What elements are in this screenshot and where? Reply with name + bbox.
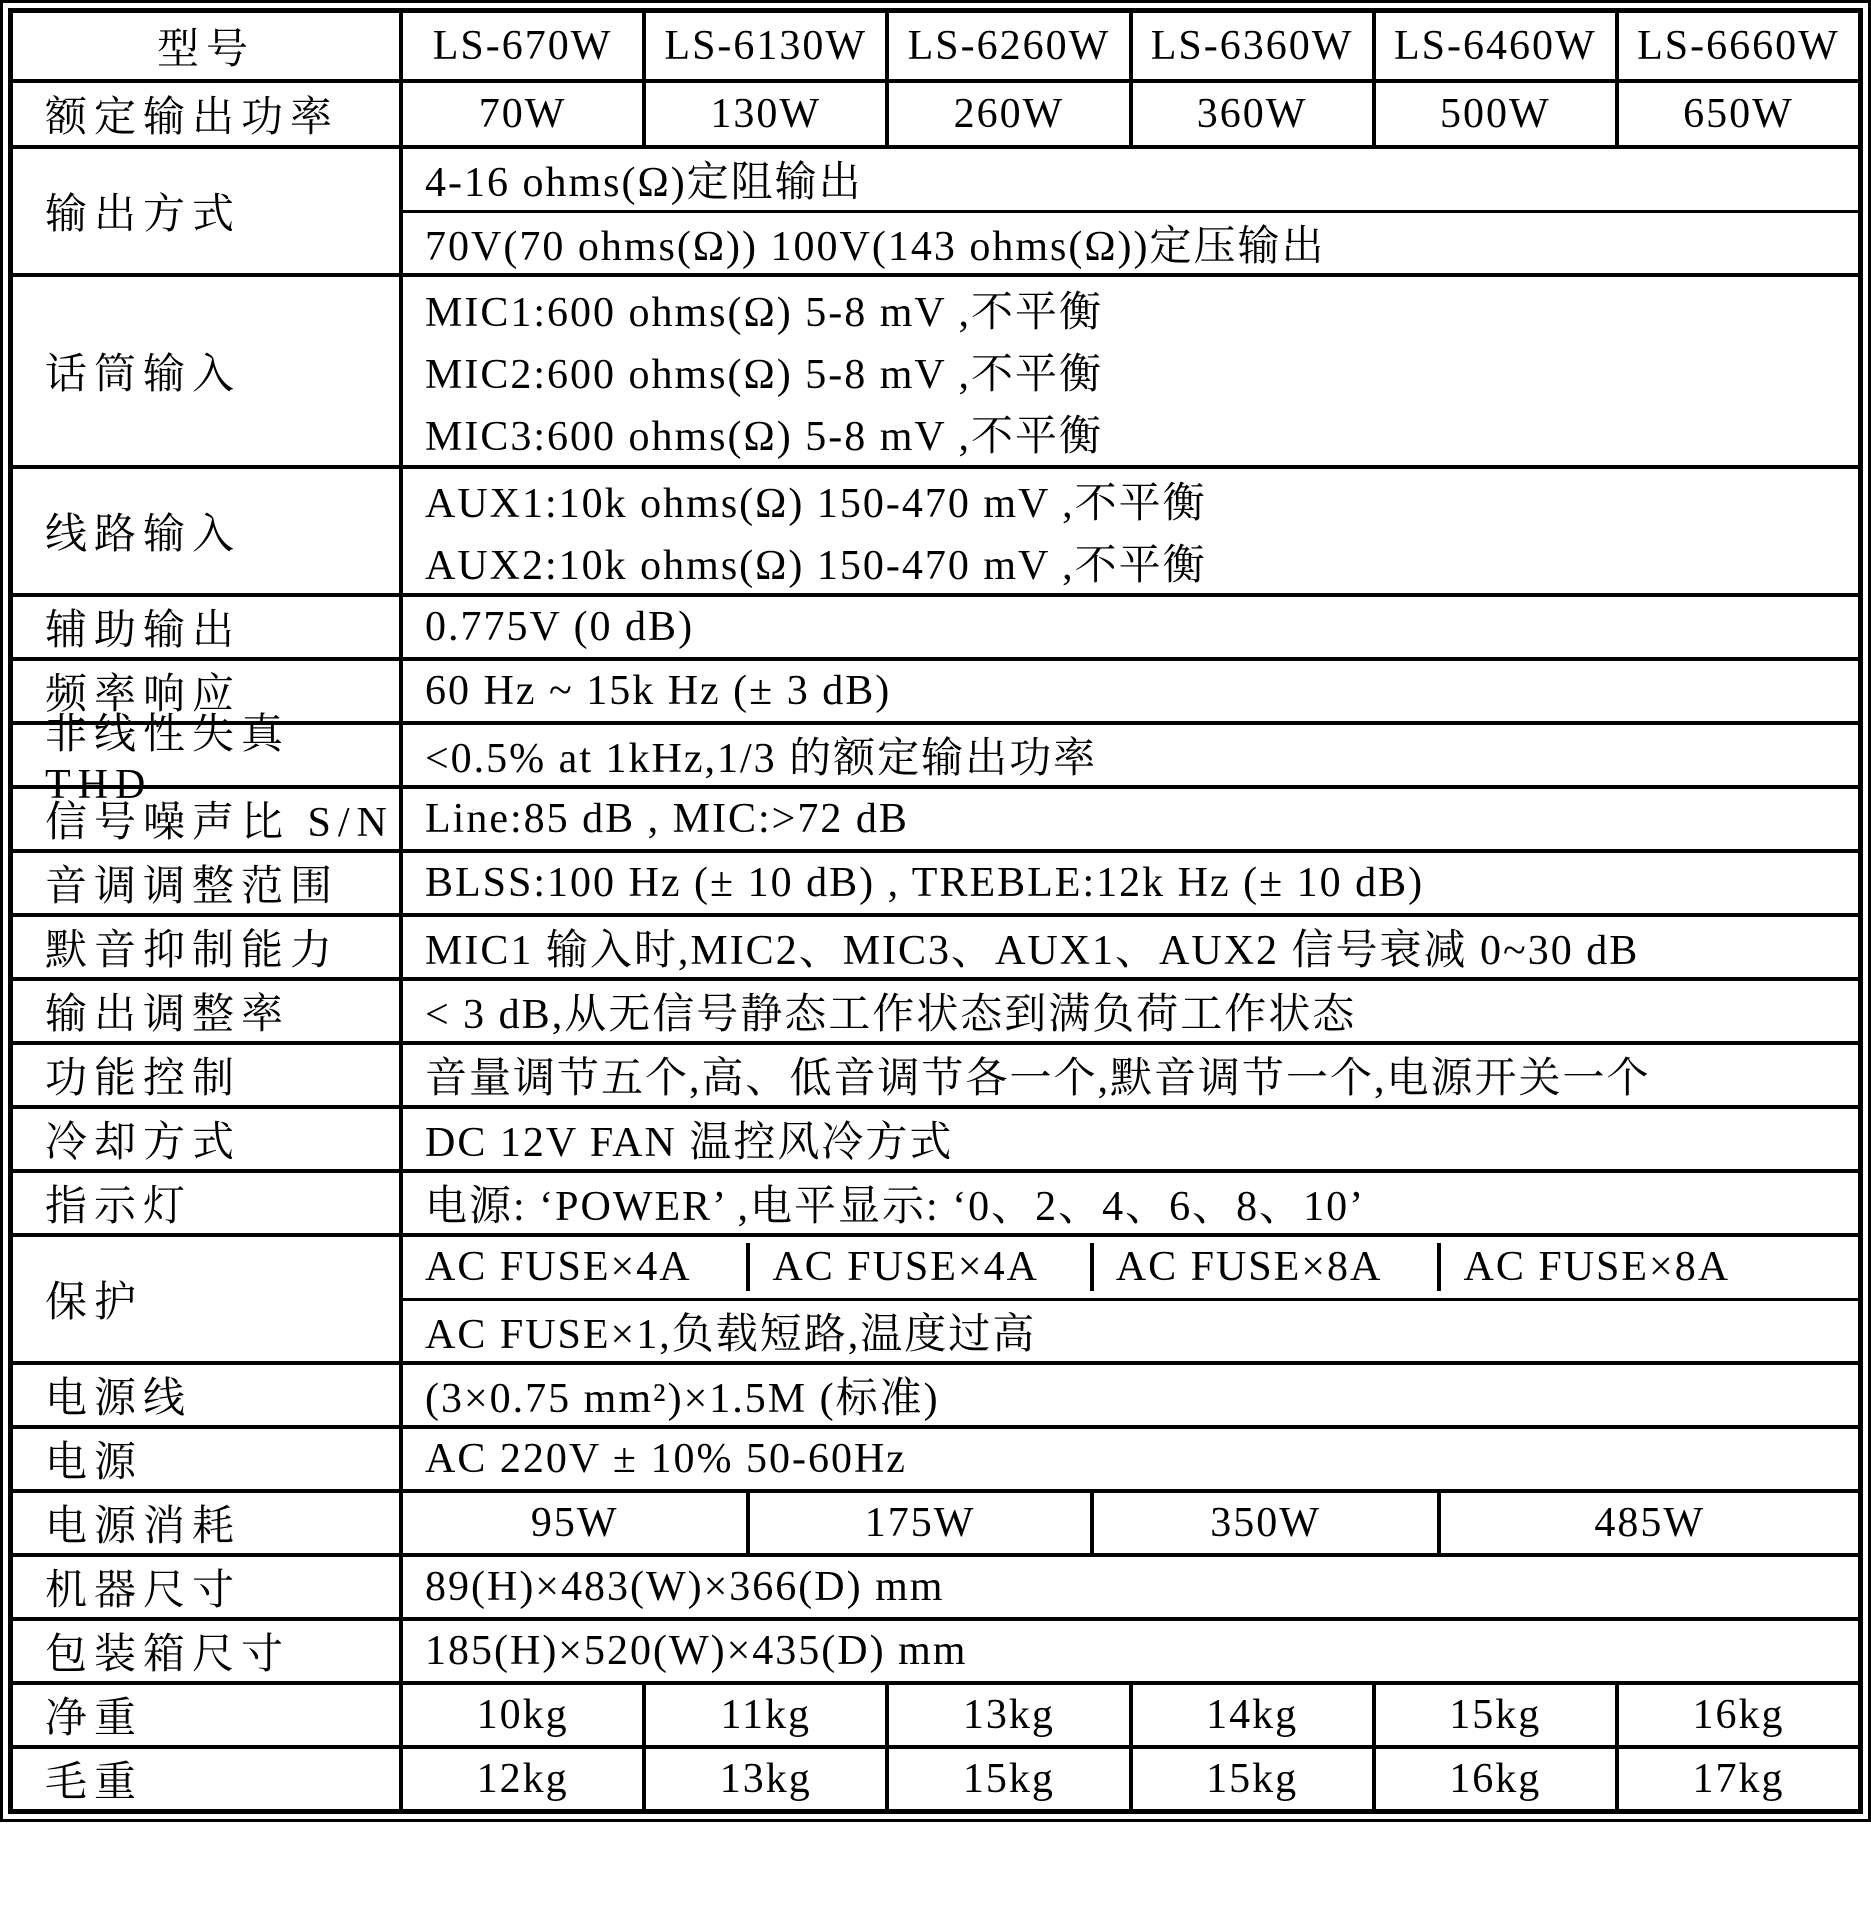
gross-weight-cell: 15kg [885, 1749, 1128, 1809]
power-cord-label: 电源线 [13, 1365, 403, 1425]
model-cell: LS-6460W [1372, 13, 1615, 79]
line-input-label: 线路输入 [13, 469, 403, 593]
thd-value: <0.5% at 1kHz,1/3 的额定输出功率 [425, 736, 1098, 782]
row-unit-size [13, 1553, 1858, 1617]
gross-weight-cell: 16kg [1372, 1749, 1615, 1809]
net-weight-cell: 10kg [476, 1692, 569, 1738]
gross-weight-cells [403, 1749, 1858, 1809]
aux1-spec: AUX1:10k ohms(Ω) 150-470 mV ,不平衡 [425, 481, 1207, 528]
power-consumption-cell: 350W [1090, 1493, 1438, 1553]
row-indicators [13, 1169, 1858, 1233]
amplifier-spec-table [8, 8, 1863, 1814]
row-output-regulation [13, 977, 1858, 1041]
net-weight-cells [403, 1685, 1858, 1745]
function-control-label: 功能控制 [13, 1045, 403, 1105]
row-package-size [13, 1617, 1858, 1681]
net-weight-cell: 15kg [1372, 1685, 1615, 1745]
package-size-value: 185(H)×520(W)×435(D) mm [425, 1628, 968, 1674]
model-cell: LS-6130W [642, 13, 885, 79]
row-tone-range [13, 849, 1858, 913]
rated-power-cell: 650W [1615, 83, 1858, 145]
indicators-label: 指示灯 [13, 1173, 403, 1233]
model-cells [403, 13, 1858, 79]
power-supply-label: 电源 [13, 1429, 403, 1489]
row-rated-power [13, 79, 1858, 145]
fuse-cell: AC FUSE×8A [1437, 1243, 1858, 1291]
cooling-label: 冷却方式 [13, 1109, 403, 1169]
output-mode-label: 输出方式 [13, 149, 403, 273]
mic2-spec: MIC2:600 ohms(Ω) 5-8 mV ,不平衡 [425, 352, 1103, 398]
fuse-cell: AC FUSE×4A [425, 1244, 692, 1291]
row-net-weight [13, 1681, 1858, 1745]
power-cord-value: (3×0.75 mm²)×1.5M (标准) [425, 1376, 940, 1422]
gross-weight-cell: 13kg [642, 1749, 885, 1809]
tone-range-value: BLSS:100 Hz (± 10 dB) , TREBLE:12k Hz (± 10 dB) [425, 860, 1425, 906]
cooling-value: DC 12V FAN 温控风冷方式 [425, 1120, 954, 1166]
row-mic-input [13, 273, 1858, 465]
output-mode-constant-voltage: 70V(70 ohms(Ω)) 100V(143 ohms(Ω))定压输出 [403, 210, 1858, 274]
gross-weight-cell: 17kg [1615, 1749, 1858, 1809]
gross-weight-cell: 15kg [1129, 1749, 1372, 1809]
unit-size-value: 89(H)×483(W)×366(D) mm [425, 1564, 945, 1610]
mic-input-cell [403, 277, 1858, 465]
aux-output-label: 辅助输出 [13, 597, 403, 657]
output-regulation-value: < 3 dB,从无信号静态工作状态到满负荷工作状态 [425, 992, 1357, 1038]
row-power-consumption [13, 1489, 1858, 1553]
protection-general: AC FUSE×1,负载短路,温度过高 [403, 1298, 1858, 1362]
net-weight-cell: 11kg [642, 1685, 885, 1745]
rated-power-cell: 260W [885, 83, 1128, 145]
row-line-input [13, 465, 1858, 593]
power-consumption-cell: 175W [746, 1493, 1089, 1553]
snr-value: Line:85 dB , MIC:>72 dB [425, 796, 909, 842]
row-output-mode [13, 145, 1858, 273]
protection-label: 保护 [13, 1237, 403, 1361]
mute-suppression-label: 默音抑制能力 [13, 917, 403, 977]
rated-power-cell: 130W [642, 83, 885, 145]
net-weight-cell: 16kg [1615, 1685, 1858, 1745]
row-protection [13, 1233, 1858, 1361]
thd-label: 非线性失真 THD [13, 725, 403, 785]
output-regulation-label: 输出调整率 [13, 981, 403, 1041]
model-cell: LS-6360W [1129, 13, 1372, 79]
output-mode-constant-impedance: 4-16 ohms(Ω)定阻输出 [425, 160, 863, 207]
protection-fuse-row [403, 1237, 1858, 1298]
power-consumption-cell: 485W [1437, 1493, 1858, 1553]
package-size-label: 包装箱尺寸 [13, 1621, 403, 1681]
row-aux-output [13, 593, 1858, 657]
power-supply-value: AC 220V ± 10% 50-60Hz [425, 1436, 907, 1482]
rated-power-label: 额定输出功率 [13, 83, 403, 145]
fuse-cell: AC FUSE×4A [746, 1243, 1089, 1291]
freq-response-label: 频率响应 [13, 661, 403, 721]
fuse-cell: AC FUSE×8A [1090, 1243, 1438, 1291]
row-power-supply [13, 1425, 1858, 1489]
net-weight-cell: 13kg [885, 1685, 1128, 1745]
model-cell: LS-6660W [1615, 13, 1858, 79]
net-weight-label: 净重 [13, 1685, 403, 1745]
indicators-value: 电源: ‘POWER’ ,电平显示: ‘0、2、4、6、8、10’ [425, 1184, 1366, 1230]
mute-suppression-value: MIC1 输入时,MIC2、MIC3、AUX1、AUX2 信号衰减 0~30 dB [425, 928, 1640, 974]
gross-weight-label: 毛重 [13, 1749, 403, 1809]
rated-power-cell: 360W [1129, 83, 1372, 145]
function-control-value: 音量调节五个,高、低音调节各一个,默音调节一个,电源开关一个 [425, 1056, 1651, 1102]
rated-power-cells [403, 83, 1858, 145]
power-consumption-label: 电源消耗 [13, 1493, 403, 1553]
output-mode-cells [403, 149, 1858, 273]
rated-power-cell: 70W [478, 91, 567, 137]
aux-output-value: 0.775V (0 dB) [425, 604, 695, 650]
power-consumption-cell: 95W [530, 1500, 619, 1546]
row-cooling [13, 1105, 1858, 1169]
protection-cells [403, 1237, 1858, 1361]
snr-label: 信号噪声比 S/N [13, 789, 403, 849]
row-thd [13, 712, 1858, 808]
model-cell: LS-670W [432, 23, 613, 69]
net-weight-cell: 14kg [1129, 1685, 1372, 1745]
unit-size-label: 机器尺寸 [13, 1557, 403, 1617]
rated-power-cell: 500W [1372, 83, 1615, 145]
row-gross-weight [13, 1745, 1858, 1809]
row-power-cord [13, 1361, 1858, 1425]
tone-range-label: 音调调整范围 [13, 853, 403, 913]
row-model [13, 13, 1858, 79]
model-cell: LS-6260W [885, 13, 1128, 79]
aux2-spec: AUX2:10k ohms(Ω) 150-470 mV ,不平衡 [425, 542, 1207, 589]
freq-response-value: 60 Hz ~ 15k Hz (± 3 dB) [425, 668, 892, 714]
row-function-control [13, 1041, 1858, 1105]
model-row-label: 型号 [13, 13, 403, 79]
row-mute-suppression [13, 913, 1858, 977]
mic1-spec: MIC1:600 ohms(Ω) 5-8 mV ,不平衡 [425, 290, 1103, 336]
power-consumption-cells [403, 1493, 1858, 1553]
mic3-spec: MIC3:600 ohms(Ω) 5-8 mV ,不平衡 [425, 414, 1103, 460]
mic-input-label: 话筒输入 [13, 277, 403, 465]
gross-weight-cell: 12kg [476, 1756, 569, 1802]
row-snr [13, 785, 1858, 849]
line-input-cell [403, 469, 1858, 593]
